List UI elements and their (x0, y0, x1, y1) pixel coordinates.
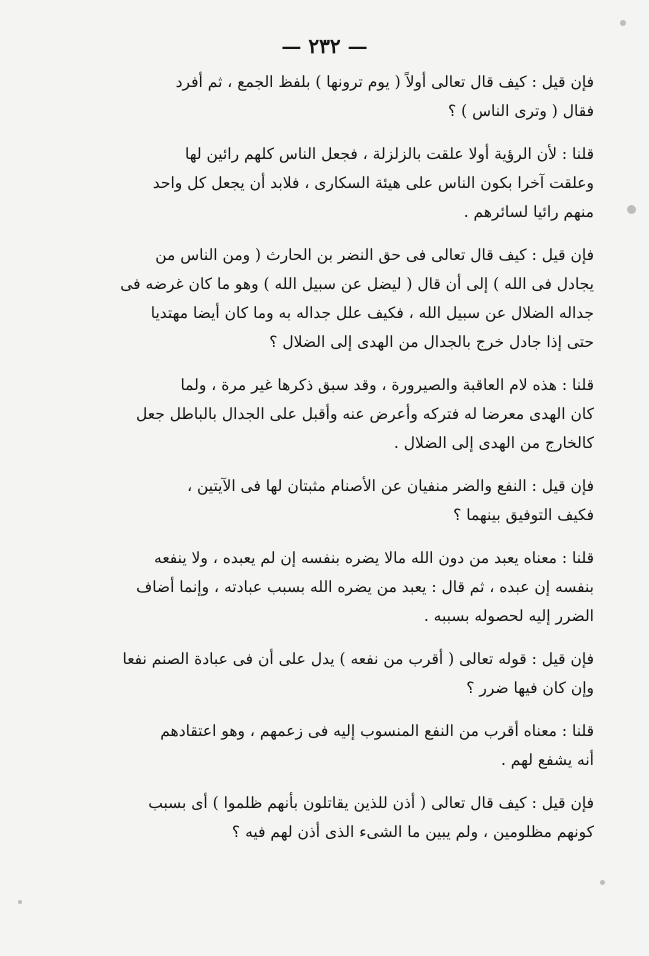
text-line: الضرر إليه لحصوله بسببه . (423, 607, 594, 625)
text-line: قلنا : لأن الرؤية أولا علقت بالزلزلة ، فجعل الناس كلهم رائين لها (184, 145, 594, 163)
text-line: قلنا : معناه أقرب من النفع المنسوب إليه فى زعمهم ، وهو اعتقادهم (160, 722, 594, 740)
scan-speck (620, 20, 626, 26)
text-line: قلنا : هذه لام العاقبة والصيرورة ، وقد سبق ذكرها غير مرة ، ولما (180, 376, 594, 394)
text-line: يجادل فى الله ) إلى أن قال ( ليضل عن سبيل الله ) وهو ما كان غرضه فى (120, 275, 594, 293)
text-line: حتى إذا جادل خرج بالجدال من الهدى إلى الضلال ؟ (269, 333, 594, 351)
text-line: منهم رائيا لسائرهم . (463, 203, 594, 221)
text-line: فإن قيل : كيف قال تعالى ( أذن للذين يقاتلون بأنهم ظلموا ) أى بسبب (148, 794, 594, 812)
question-paragraph (66, 241, 614, 357)
answer-paragraph (66, 140, 614, 227)
page-number: — ٢٣٢ — (281, 34, 368, 58)
answer-paragraph (66, 544, 614, 631)
question-paragraph (66, 68, 614, 126)
page-body (66, 68, 614, 853)
text-line: بنفسه إن عبده ، ثم قال : يعبد من يضره الله بسبب عبادته ، وإنما أضاف (136, 578, 594, 596)
text-line: فكيف التوفيق بينهما ؟ (453, 506, 594, 524)
answer-paragraph (66, 371, 614, 458)
text-line: أنه يشفع لهم . (500, 751, 594, 769)
text-line: كان الهدى معرضا له فتركه وأعرض عنه وأقبل على الجدال بالباطل جعل (136, 405, 594, 423)
text-line: فإن قيل : النفع والضر منفيان عن الأصنام مثبتان لها فى الآيتين ، (187, 477, 594, 495)
text-line: وإن كان فيها ضرر ؟ (466, 679, 594, 697)
scan-speck (627, 205, 636, 214)
scan-speck (18, 900, 22, 904)
text-line: جداله الضلال عن سبيل الله ، فكيف علل جداله به وما كان أيضا مهتديا (150, 304, 594, 322)
question-paragraph (66, 645, 614, 703)
text-line: فقال ( وترى الناس ) ؟ (447, 102, 594, 120)
text-line: فإن قيل : قوله تعالى ( أقرب من نفعه ) يدل على أن فى عبادة الصنم نفعا (122, 650, 594, 668)
question-paragraph (66, 789, 614, 847)
question-paragraph (66, 472, 614, 530)
text-line: وعلقت آخرا بكون الناس على هيئة السكارى ، فلابد أن يجعل كل واحد (152, 174, 594, 192)
text-line: كونهم مظلومين ، ولم يبين ما الشىء الذى أذن لهم فيه ؟ (231, 823, 594, 841)
text-line: فإن قيل : كيف قال تعالى فى حق النضر بن الحارث ( ومن الناس من (155, 246, 594, 264)
answer-paragraph (66, 717, 614, 775)
text-line: فإن قيل : كيف قال تعالى أولاً ( يوم ترونها ) بلفظ الجمع ، ثم أفرد (175, 73, 594, 91)
text-line: كالخارج من الهدى إلى الضلال . (393, 434, 594, 452)
scan-speck (600, 880, 605, 885)
text-line: قلنا : معناه يعبد من دون الله مالا يضره بنفسه إن لم يعبده ، ولا ينفعه (154, 549, 594, 567)
